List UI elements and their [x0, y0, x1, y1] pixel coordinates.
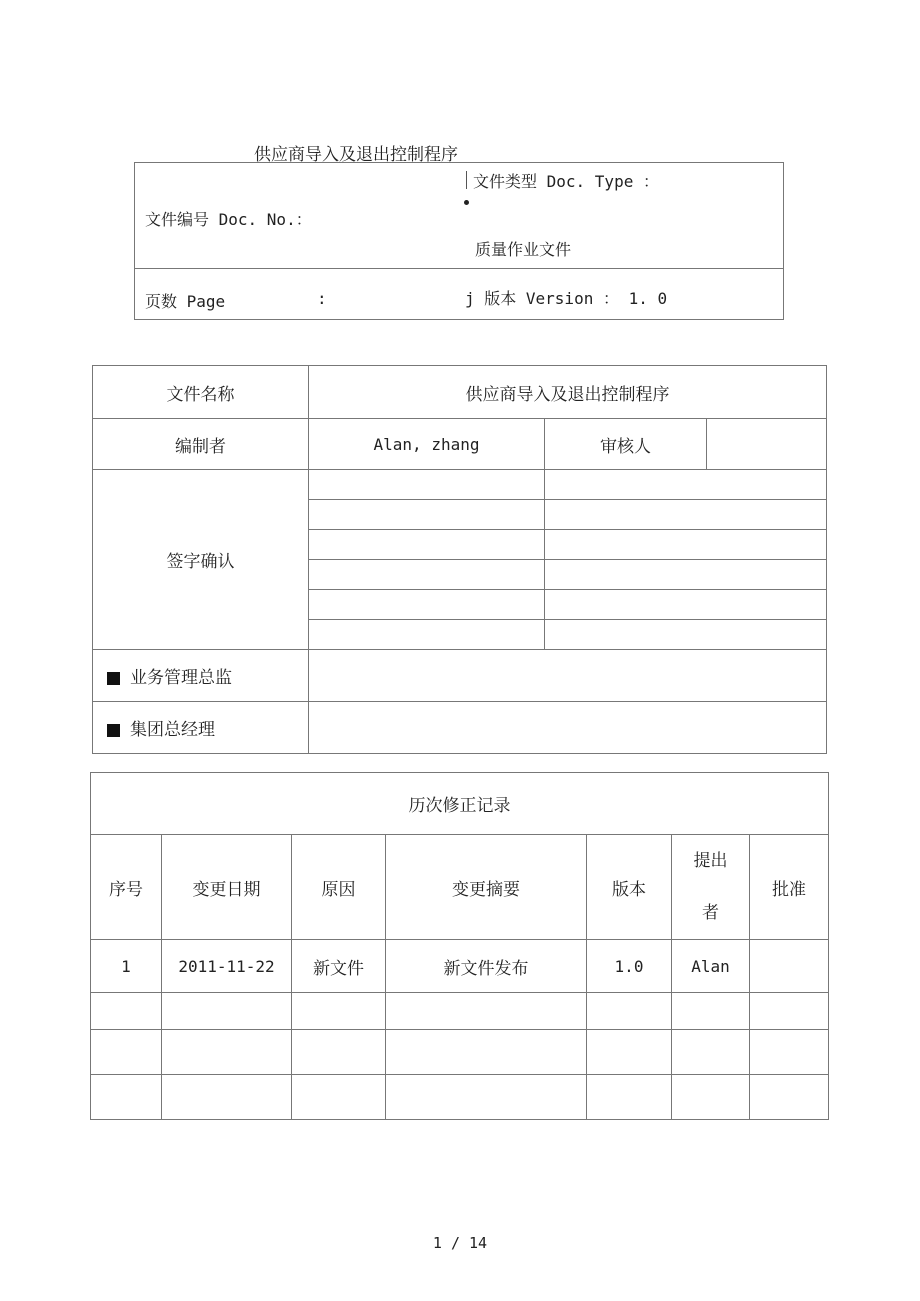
header-date: 变更日期 [162, 835, 292, 940]
sign-label: 签字确认 [93, 470, 309, 650]
director-sign-cell [309, 650, 827, 702]
doc-no-label: 文件编号 Doc. No.： [145, 210, 312, 229]
table-row [91, 993, 829, 1030]
header-summary: 变更摘要 [386, 835, 587, 940]
header-version: 版本 [587, 835, 672, 940]
version-label: j 版本 Version ： 1. 0 [465, 289, 668, 308]
reviewer-label: 审核人 [545, 419, 707, 470]
cell-summary: 新文件发布 [386, 940, 587, 993]
sign-cell [545, 470, 827, 500]
table-row [91, 1030, 829, 1075]
page-label: 页数 Page [145, 292, 226, 311]
sign-cell [545, 590, 827, 620]
checkbox-square-icon [107, 724, 120, 737]
sign-cell [309, 470, 545, 500]
bullet-icon [464, 200, 469, 205]
table-row [91, 1075, 829, 1120]
cell-approver [750, 940, 829, 993]
sign-cell [309, 590, 545, 620]
director-row [93, 650, 309, 702]
document-title: 供应商导入及退出控制程序 [254, 145, 458, 165]
cell-seq: 1 [91, 940, 162, 993]
header-proposer-line1: 提出 [693, 851, 728, 871]
gm-sign-cell [309, 702, 827, 754]
approval-table [92, 365, 827, 754]
file-name-label: 文件名称 [93, 366, 309, 419]
author-value: Alan, zhang [309, 419, 545, 470]
header-proposer [672, 835, 750, 940]
checkbox-square-icon [107, 672, 120, 685]
header-proposer-line2: 者 [702, 903, 719, 923]
cell-version: 1.0 [587, 940, 672, 993]
doc-type-label: 文件类型 Doc. Type ： [473, 172, 659, 191]
doc-type-value: 质量作业文件 [475, 240, 572, 259]
revision-title: 历次修正记录 [91, 773, 829, 835]
doc-info-box [134, 162, 784, 320]
sign-cell [309, 620, 545, 650]
divider [135, 268, 783, 269]
sign-cell [309, 530, 545, 560]
sign-cell [309, 560, 545, 590]
sign-cell [545, 500, 827, 530]
cell-date: 2011-11-22 [162, 940, 292, 993]
gm-row [93, 702, 309, 754]
cell-reason: 新文件 [292, 940, 386, 993]
page-indicator: 1 / 14 [432, 1234, 488, 1252]
cell-proposer: Alan [672, 940, 750, 993]
director-label: 业务管理总监 [130, 668, 232, 688]
sign-cell [545, 620, 827, 650]
file-name-value: 供应商导入及退出控制程序 [309, 366, 827, 419]
gm-label: 集团总经理 [130, 720, 215, 740]
sign-cell [545, 530, 827, 560]
divider-tick [466, 171, 467, 189]
author-label: 编制者 [93, 419, 309, 470]
sign-cell [545, 560, 827, 590]
sign-cell [309, 500, 545, 530]
revision-table [90, 772, 829, 1120]
header-reason: 原因 [292, 835, 386, 940]
header-seq: 序号 [91, 835, 162, 940]
page-colon: : [317, 289, 327, 308]
table-row [91, 940, 829, 993]
header-approver: 批准 [750, 835, 829, 940]
reviewer-value [707, 419, 827, 470]
